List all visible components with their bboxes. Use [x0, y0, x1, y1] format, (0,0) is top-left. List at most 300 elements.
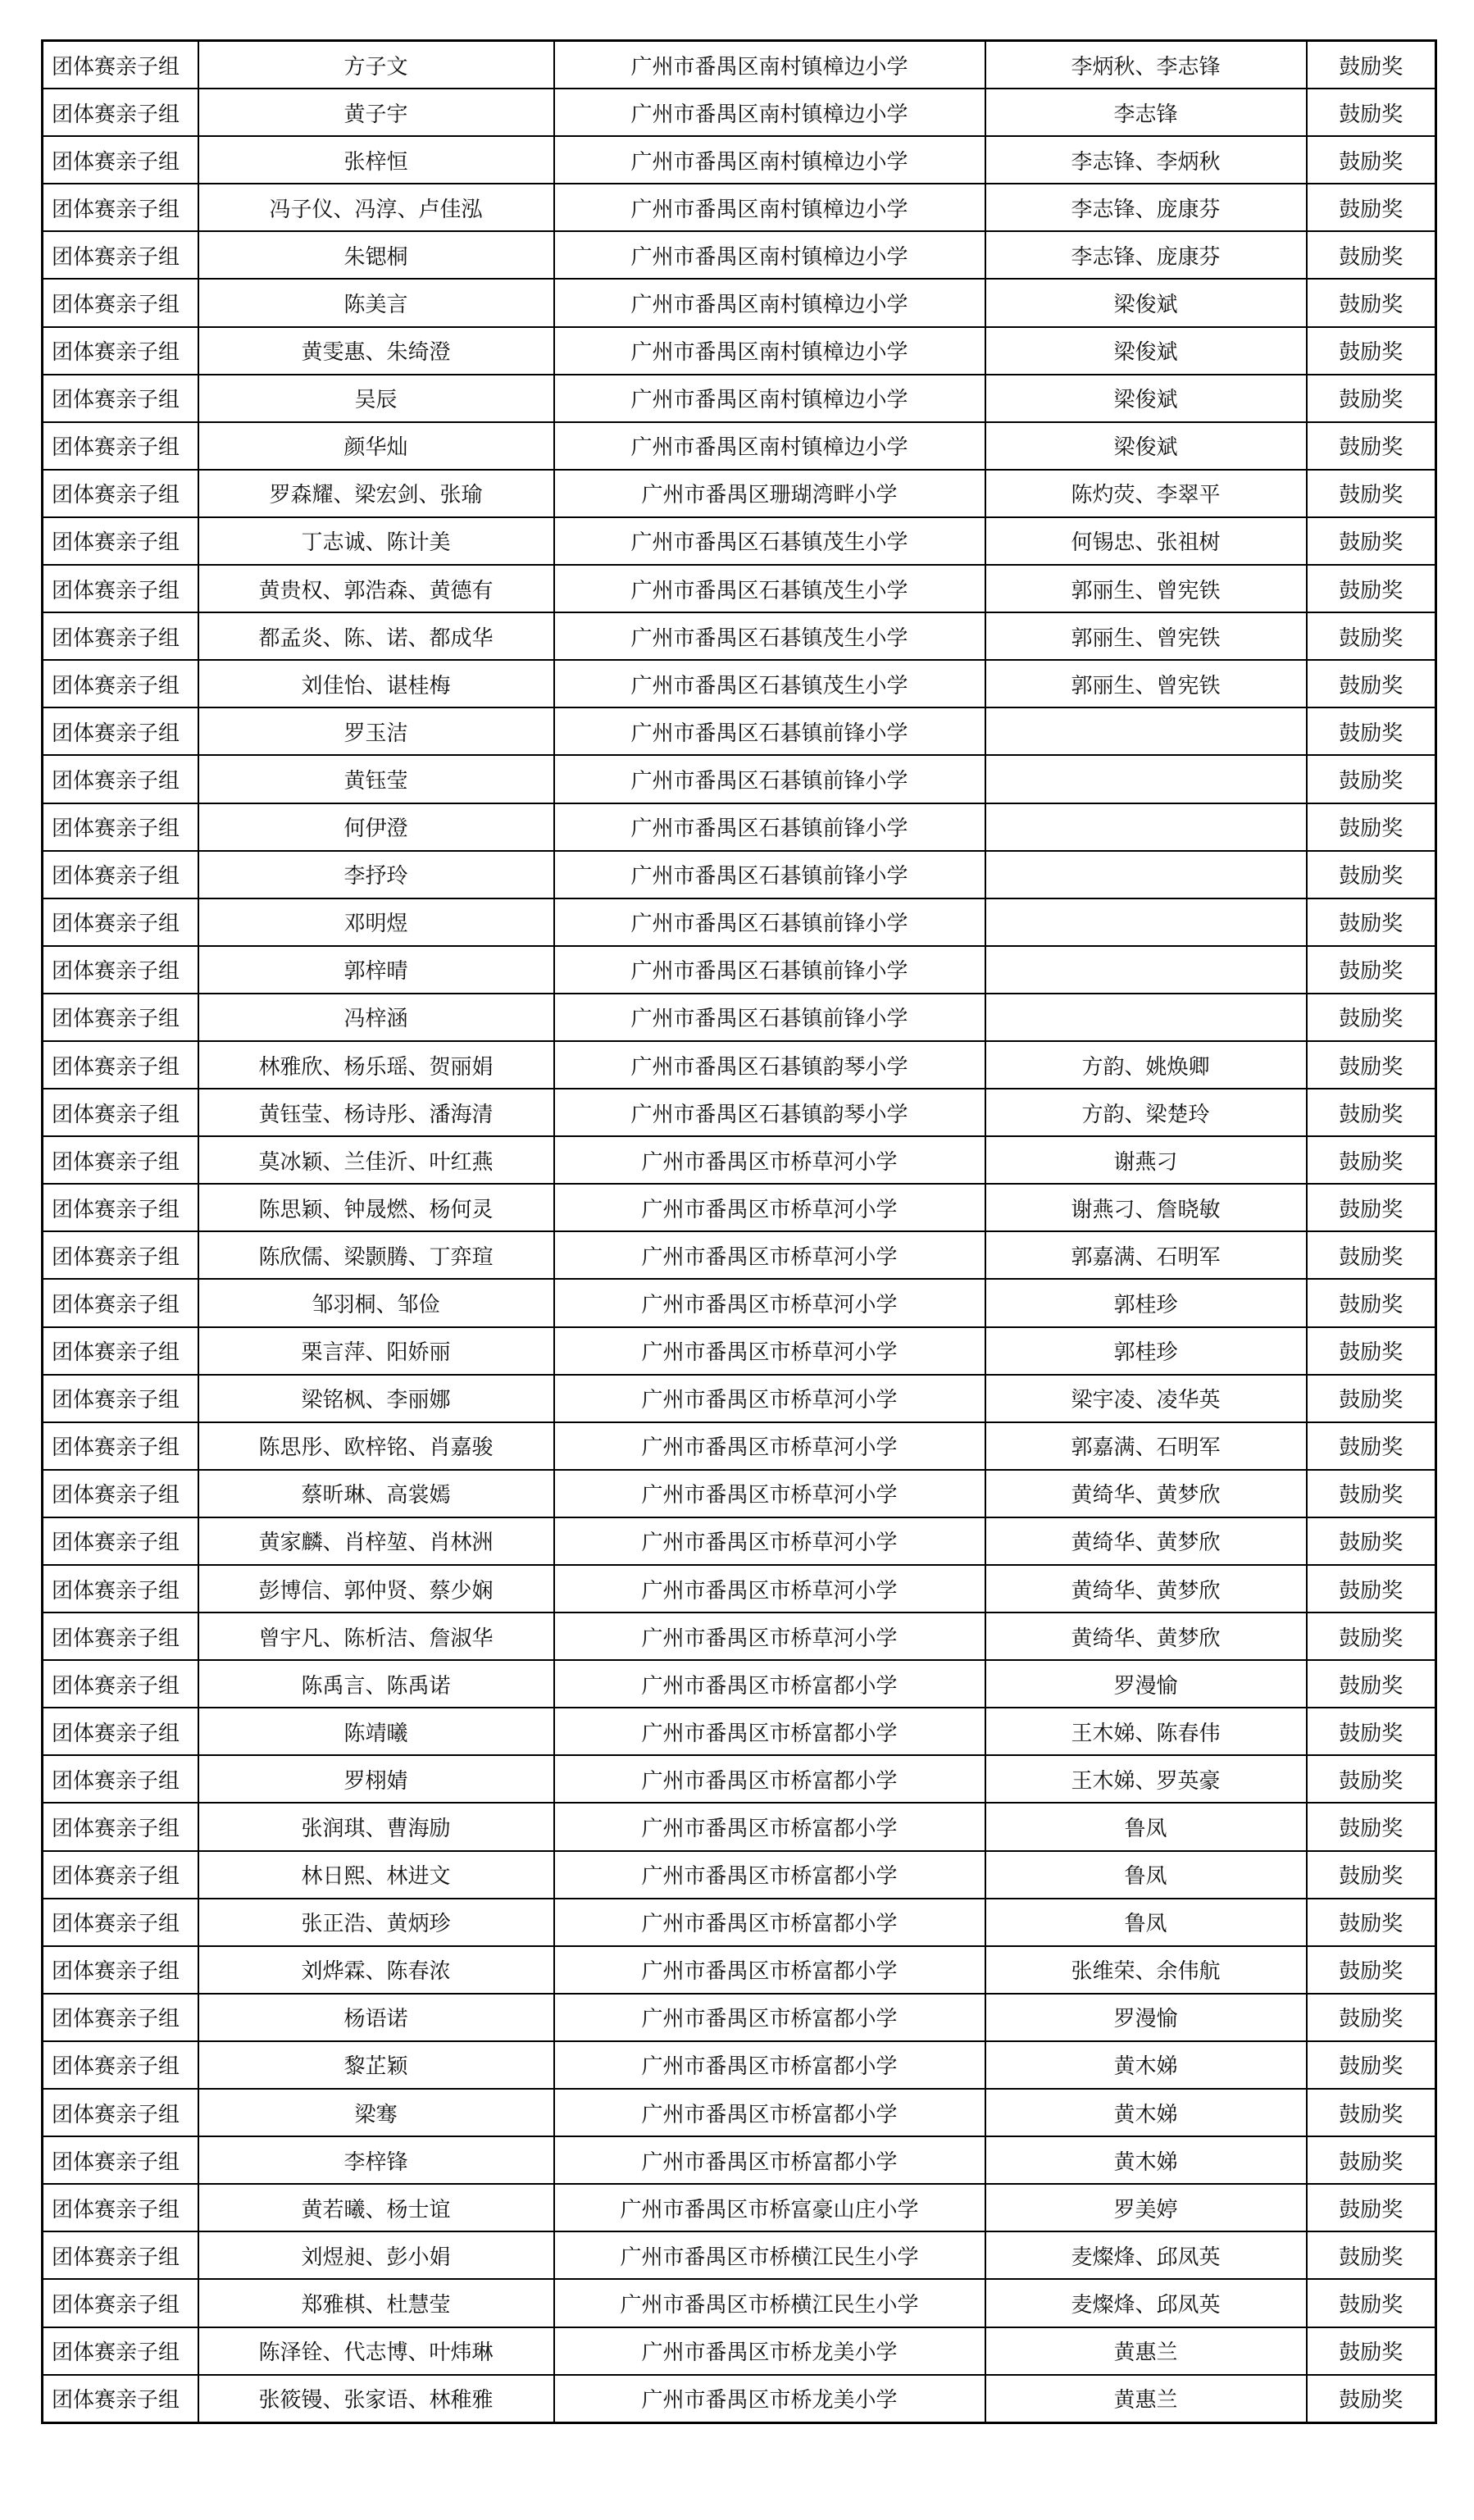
awards-table-body — [43, 41, 1436, 2423]
table-row — [43, 1136, 1436, 1184]
participants-cell: 陈靖曦 — [198, 1708, 554, 1755]
school-cell: 广州市番禺区市桥富都小学 — [554, 2136, 985, 2184]
participants-cell: 陈思彤、欧梓铭、肖嘉骏 — [198, 1422, 554, 1470]
teacher-cell: 方韵、梁楚玲 — [985, 1089, 1307, 1136]
table-row — [43, 994, 1436, 1041]
school-cell: 广州市番禺区市桥富都小学 — [554, 1946, 985, 1994]
school-cell: 广州市番禺区石碁镇茂生小学 — [554, 612, 985, 660]
group-cell: 团体赛亲子组 — [43, 707, 198, 755]
table-row — [43, 2136, 1436, 2184]
teacher-cell: 黄绮华、黄梦欣 — [985, 1517, 1307, 1565]
group-cell: 团体赛亲子组 — [43, 1708, 198, 1755]
table-row — [43, 1755, 1436, 1803]
teacher-cell: 罗漫愉 — [985, 1994, 1307, 2041]
table-row — [43, 612, 1436, 660]
participants-cell: 李梓锋 — [198, 2136, 554, 2184]
participants-cell: 蔡昕琳、高裳嫣 — [198, 1470, 554, 1517]
table-row — [43, 2184, 1436, 2231]
award-cell: 鼓励奖 — [1307, 1470, 1436, 1517]
group-cell: 团体赛亲子组 — [43, 1470, 198, 1517]
award-cell: 鼓励奖 — [1307, 2231, 1436, 2279]
participants-cell: 林雅欣、杨乐瑶、贺丽娟 — [198, 1041, 554, 1089]
participants-cell: 陈禹言、陈禹诺 — [198, 1660, 554, 1708]
group-cell: 团体赛亲子组 — [43, 1899, 198, 1946]
award-cell: 鼓励奖 — [1307, 612, 1436, 660]
school-cell: 广州市番禺区石碁镇韵琴小学 — [554, 1041, 985, 1089]
group-cell: 团体赛亲子组 — [43, 565, 198, 612]
table-row — [43, 375, 1436, 422]
participants-cell: 郭梓晴 — [198, 946, 554, 994]
participants-cell: 黄家麟、肖梓堃、肖林洲 — [198, 1517, 554, 1565]
award-cell: 鼓励奖 — [1307, 470, 1436, 517]
participants-cell: 冯子仪、冯淳、卢佳泓 — [198, 184, 554, 231]
award-cell: 鼓励奖 — [1307, 1613, 1436, 1660]
group-cell: 团体赛亲子组 — [43, 1994, 198, 2041]
group-cell: 团体赛亲子组 — [43, 1517, 198, 1565]
participants-cell: 黎芷颖 — [198, 2041, 554, 2089]
table-row — [43, 1375, 1436, 1422]
award-cell: 鼓励奖 — [1307, 994, 1436, 1041]
participants-cell: 罗森耀、梁宏剑、张瑜 — [198, 470, 554, 517]
award-cell: 鼓励奖 — [1307, 1899, 1436, 1946]
participants-cell: 曾宇凡、陈析洁、詹淑华 — [198, 1613, 554, 1660]
table-row — [43, 2231, 1436, 2279]
award-cell: 鼓励奖 — [1307, 1136, 1436, 1184]
teacher-cell — [985, 994, 1307, 1041]
participants-cell: 吴辰 — [198, 375, 554, 422]
participants-cell: 林日熙、林进文 — [198, 1851, 554, 1899]
award-cell: 鼓励奖 — [1307, 898, 1436, 946]
school-cell: 广州市番禺区市桥富都小学 — [554, 2041, 985, 2089]
table-row — [43, 1089, 1436, 1136]
school-cell: 广州市番禺区市桥富都小学 — [554, 1708, 985, 1755]
group-cell: 团体赛亲子组 — [43, 1184, 198, 1231]
award-cell: 鼓励奖 — [1307, 1994, 1436, 2041]
group-cell: 团体赛亲子组 — [43, 327, 198, 375]
teacher-cell: 黄木娣 — [985, 2089, 1307, 2136]
award-cell: 鼓励奖 — [1307, 41, 1436, 89]
award-cell: 鼓励奖 — [1307, 89, 1436, 136]
teacher-cell: 郭丽生、曾宪铁 — [985, 565, 1307, 612]
group-cell: 团体赛亲子组 — [43, 2231, 198, 2279]
award-cell: 鼓励奖 — [1307, 1517, 1436, 1565]
participants-cell: 李抒玲 — [198, 851, 554, 898]
table-row — [43, 231, 1436, 279]
group-cell: 团体赛亲子组 — [43, 1755, 198, 1803]
table-row — [43, 279, 1436, 326]
participants-cell: 方子文 — [198, 41, 554, 89]
award-cell: 鼓励奖 — [1307, 279, 1436, 326]
teacher-cell: 黄木娣 — [985, 2136, 1307, 2184]
table-row — [43, 1184, 1436, 1231]
school-cell: 广州市番禺区市桥草河小学 — [554, 1279, 985, 1326]
teacher-cell: 李志锋 — [985, 89, 1307, 136]
participants-cell: 梁骞 — [198, 2089, 554, 2136]
school-cell: 广州市番禺区南村镇樟边小学 — [554, 327, 985, 375]
school-cell: 广州市番禺区南村镇樟边小学 — [554, 184, 985, 231]
teacher-cell: 李志锋、庞康芬 — [985, 184, 1307, 231]
teacher-cell: 郭嘉满、石明军 — [985, 1422, 1307, 1470]
school-cell: 广州市番禺区市桥富都小学 — [554, 1660, 985, 1708]
table-row — [43, 2089, 1436, 2136]
group-cell: 团体赛亲子组 — [43, 1422, 198, 1470]
table-row — [43, 1708, 1436, 1755]
school-cell: 广州市番禺区市桥富都小学 — [554, 2089, 985, 2136]
participants-cell: 罗栩婧 — [198, 1755, 554, 1803]
award-cell: 鼓励奖 — [1307, 2136, 1436, 2184]
teacher-cell: 何锡忠、张祖树 — [985, 517, 1307, 565]
participants-cell: 黄钰莹 — [198, 755, 554, 803]
school-cell: 广州市番禺区石碁镇茂生小学 — [554, 517, 985, 565]
table-row — [43, 517, 1436, 565]
participants-cell: 冯梓涵 — [198, 994, 554, 1041]
school-cell: 广州市番禺区南村镇樟边小学 — [554, 41, 985, 89]
teacher-cell: 黄惠兰 — [985, 2375, 1307, 2423]
group-cell: 团体赛亲子组 — [43, 1660, 198, 1708]
group-cell: 团体赛亲子组 — [43, 2041, 198, 2089]
award-cell: 鼓励奖 — [1307, 327, 1436, 375]
participants-cell: 陈欣儒、梁颢腾、丁弈瑄 — [198, 1231, 554, 1279]
table-row — [43, 1041, 1436, 1089]
group-cell: 团体赛亲子组 — [43, 470, 198, 517]
participants-cell: 黄若曦、杨士谊 — [198, 2184, 554, 2231]
school-cell: 广州市番禺区市桥富都小学 — [554, 1803, 985, 1850]
participants-cell: 陈泽铨、代志博、叶炜琳 — [198, 2327, 554, 2375]
table-row — [43, 2041, 1436, 2089]
teacher-cell: 黄木娣 — [985, 2041, 1307, 2089]
table-row — [43, 1660, 1436, 1708]
group-cell: 团体赛亲子组 — [43, 136, 198, 184]
table-row — [43, 803, 1436, 851]
school-cell: 广州市番禺区市桥龙美小学 — [554, 2327, 985, 2375]
school-cell: 广州市番禺区南村镇樟边小学 — [554, 279, 985, 326]
teacher-cell: 黄惠兰 — [985, 2327, 1307, 2375]
school-cell: 广州市番禺区市桥富豪山庄小学 — [554, 2184, 985, 2231]
teacher-cell: 黄绮华、黄梦欣 — [985, 1565, 1307, 1613]
teacher-cell: 李志锋、庞康芬 — [985, 231, 1307, 279]
table-row — [43, 470, 1436, 517]
table-row — [43, 2327, 1436, 2375]
award-cell: 鼓励奖 — [1307, 707, 1436, 755]
table-row — [43, 422, 1436, 470]
award-cell: 鼓励奖 — [1307, 755, 1436, 803]
group-cell: 团体赛亲子组 — [43, 2375, 198, 2423]
group-cell: 团体赛亲子组 — [43, 994, 198, 1041]
group-cell: 团体赛亲子组 — [43, 1279, 198, 1326]
award-cell: 鼓励奖 — [1307, 1375, 1436, 1422]
award-cell: 鼓励奖 — [1307, 1184, 1436, 1231]
participants-cell: 罗玉洁 — [198, 707, 554, 755]
table-row — [43, 1327, 1436, 1375]
school-cell: 广州市番禺区市桥草河小学 — [554, 1470, 985, 1517]
participants-cell: 张正浩、黄炳珍 — [198, 1899, 554, 1946]
group-cell: 团体赛亲子组 — [43, 184, 198, 231]
award-cell: 鼓励奖 — [1307, 2184, 1436, 2231]
award-cell: 鼓励奖 — [1307, 2327, 1436, 2375]
teacher-cell: 陈灼荧、李翠平 — [985, 470, 1307, 517]
participants-cell: 张筱镘、张家语、林稚雅 — [198, 2375, 554, 2423]
award-cell: 鼓励奖 — [1307, 1851, 1436, 1899]
award-cell: 鼓励奖 — [1307, 1327, 1436, 1375]
teacher-cell: 鲁凤 — [985, 1851, 1307, 1899]
teacher-cell: 梁俊斌 — [985, 422, 1307, 470]
award-cell: 鼓励奖 — [1307, 1422, 1436, 1470]
teacher-cell — [985, 707, 1307, 755]
teacher-cell: 麦燦烽、邱凤英 — [985, 2279, 1307, 2327]
table-row — [43, 1565, 1436, 1613]
table-row — [43, 946, 1436, 994]
teacher-cell: 麦燦烽、邱凤英 — [985, 2231, 1307, 2279]
table-row — [43, 1994, 1436, 2041]
school-cell: 广州市番禺区市桥草河小学 — [554, 1375, 985, 1422]
participants-cell: 张润琪、曹海励 — [198, 1803, 554, 1850]
school-cell: 广州市番禺区石碁镇前锋小学 — [554, 803, 985, 851]
school-cell: 广州市番禺区石碁镇韵琴小学 — [554, 1089, 985, 1136]
participants-cell: 莫冰颖、兰佳沂、叶红燕 — [198, 1136, 554, 1184]
school-cell: 广州市番禺区市桥草河小学 — [554, 1184, 985, 1231]
award-cell: 鼓励奖 — [1307, 422, 1436, 470]
participants-cell: 黄雯惠、朱绮澄 — [198, 327, 554, 375]
table-row — [43, 41, 1436, 89]
school-cell: 广州市番禺区市桥草河小学 — [554, 1327, 985, 1375]
group-cell: 团体赛亲子组 — [43, 851, 198, 898]
participants-cell: 陈思颖、钟晟燃、杨何灵 — [198, 1184, 554, 1231]
table-row — [43, 898, 1436, 946]
teacher-cell: 罗漫愉 — [985, 1660, 1307, 1708]
table-row — [43, 2375, 1436, 2423]
table-row — [43, 1946, 1436, 1994]
table-row — [43, 89, 1436, 136]
school-cell: 广州市番禺区石碁镇前锋小学 — [554, 707, 985, 755]
teacher-cell — [985, 946, 1307, 994]
teacher-cell: 黄绮华、黄梦欣 — [985, 1613, 1307, 1660]
award-cell: 鼓励奖 — [1307, 1279, 1436, 1326]
teacher-cell: 罗美婷 — [985, 2184, 1307, 2231]
group-cell: 团体赛亲子组 — [43, 1565, 198, 1613]
school-cell: 广州市番禺区市桥富都小学 — [554, 1994, 985, 2041]
teacher-cell: 鲁凤 — [985, 1899, 1307, 1946]
teacher-cell — [985, 898, 1307, 946]
table-row — [43, 184, 1436, 231]
table-row — [43, 1279, 1436, 1326]
participants-cell: 陈美言 — [198, 279, 554, 326]
table-row — [43, 565, 1436, 612]
group-cell: 团体赛亲子组 — [43, 89, 198, 136]
teacher-cell: 谢燕刁、詹晓敏 — [985, 1184, 1307, 1231]
group-cell: 团体赛亲子组 — [43, 1803, 198, 1850]
school-cell: 广州市番禺区市桥草河小学 — [554, 1136, 985, 1184]
participants-cell: 刘烨霖、陈春浓 — [198, 1946, 554, 1994]
group-cell: 团体赛亲子组 — [43, 1089, 198, 1136]
teacher-cell: 郭丽生、曾宪铁 — [985, 612, 1307, 660]
award-cell: 鼓励奖 — [1307, 1089, 1436, 1136]
group-cell: 团体赛亲子组 — [43, 898, 198, 946]
teacher-cell: 王木娣、罗英豪 — [985, 1755, 1307, 1803]
school-cell: 广州市番禺区市桥草河小学 — [554, 1565, 985, 1613]
teacher-cell: 鲁凤 — [985, 1803, 1307, 1850]
awards-table — [41, 39, 1437, 2424]
award-cell: 鼓励奖 — [1307, 803, 1436, 851]
group-cell: 团体赛亲子组 — [43, 2089, 198, 2136]
table-row — [43, 660, 1436, 707]
group-cell: 团体赛亲子组 — [43, 1041, 198, 1089]
award-cell: 鼓励奖 — [1307, 2279, 1436, 2327]
group-cell: 团体赛亲子组 — [43, 755, 198, 803]
group-cell: 团体赛亲子组 — [43, 1136, 198, 1184]
teacher-cell: 梁俊斌 — [985, 279, 1307, 326]
award-cell: 鼓励奖 — [1307, 1946, 1436, 1994]
participants-cell: 都孟炎、陈、诺、都成华 — [198, 612, 554, 660]
award-cell: 鼓励奖 — [1307, 1755, 1436, 1803]
group-cell: 团体赛亲子组 — [43, 2327, 198, 2375]
table-row — [43, 1899, 1436, 1946]
teacher-cell: 张维荣、余伟航 — [985, 1946, 1307, 1994]
group-cell: 团体赛亲子组 — [43, 1851, 198, 1899]
participants-cell: 颜华灿 — [198, 422, 554, 470]
school-cell: 广州市番禺区石碁镇前锋小学 — [554, 898, 985, 946]
teacher-cell — [985, 755, 1307, 803]
school-cell: 广州市番禺区市桥横江民生小学 — [554, 2231, 985, 2279]
table-row — [43, 1422, 1436, 1470]
participants-cell: 梁铭枫、李丽娜 — [198, 1375, 554, 1422]
award-cell: 鼓励奖 — [1307, 517, 1436, 565]
award-cell: 鼓励奖 — [1307, 851, 1436, 898]
teacher-cell: 黄绮华、黄梦欣 — [985, 1470, 1307, 1517]
participants-cell: 邹羽桐、邹俭 — [198, 1279, 554, 1326]
school-cell: 广州市番禺区石碁镇茂生小学 — [554, 565, 985, 612]
group-cell: 团体赛亲子组 — [43, 1375, 198, 1422]
school-cell: 广州市番禺区市桥草河小学 — [554, 1231, 985, 1279]
teacher-cell: 李志锋、李炳秋 — [985, 136, 1307, 184]
school-cell: 广州市番禺区石碁镇前锋小学 — [554, 994, 985, 1041]
school-cell: 广州市番禺区石碁镇前锋小学 — [554, 946, 985, 994]
group-cell: 团体赛亲子组 — [43, 1613, 198, 1660]
school-cell: 广州市番禺区珊瑚湾畔小学 — [554, 470, 985, 517]
award-cell: 鼓励奖 — [1307, 1041, 1436, 1089]
school-cell: 广州市番禺区南村镇樟边小学 — [554, 375, 985, 422]
group-cell: 团体赛亲子组 — [43, 279, 198, 326]
teacher-cell: 谢燕刁 — [985, 1136, 1307, 1184]
group-cell: 团体赛亲子组 — [43, 2279, 198, 2327]
school-cell: 广州市番禺区南村镇樟边小学 — [554, 89, 985, 136]
school-cell: 广州市番禺区南村镇樟边小学 — [554, 231, 985, 279]
award-cell: 鼓励奖 — [1307, 2089, 1436, 2136]
school-cell: 广州市番禺区南村镇樟边小学 — [554, 136, 985, 184]
award-cell: 鼓励奖 — [1307, 2041, 1436, 2089]
table-row — [43, 851, 1436, 898]
table-row — [43, 1517, 1436, 1565]
school-cell: 广州市番禺区南村镇樟边小学 — [554, 422, 985, 470]
group-cell: 团体赛亲子组 — [43, 803, 198, 851]
participants-cell: 刘煜昶、彭小娟 — [198, 2231, 554, 2279]
table-row — [43, 1613, 1436, 1660]
teacher-cell — [985, 851, 1307, 898]
award-cell: 鼓励奖 — [1307, 1660, 1436, 1708]
award-cell: 鼓励奖 — [1307, 1803, 1436, 1850]
table-row — [43, 327, 1436, 375]
group-cell: 团体赛亲子组 — [43, 231, 198, 279]
participants-cell: 邓明煜 — [198, 898, 554, 946]
participants-cell: 丁志诚、陈计美 — [198, 517, 554, 565]
group-cell: 团体赛亲子组 — [43, 375, 198, 422]
teacher-cell: 梁宇凌、凌华英 — [985, 1375, 1307, 1422]
teacher-cell: 方韵、姚焕卿 — [985, 1041, 1307, 1089]
school-cell: 广州市番禺区市桥富都小学 — [554, 1899, 985, 1946]
award-cell: 鼓励奖 — [1307, 660, 1436, 707]
participants-cell: 黄钰莹、杨诗彤、潘海清 — [198, 1089, 554, 1136]
school-cell: 广州市番禺区市桥横江民生小学 — [554, 2279, 985, 2327]
school-cell: 广州市番禺区石碁镇前锋小学 — [554, 755, 985, 803]
participants-cell: 朱锶桐 — [198, 231, 554, 279]
group-cell: 团体赛亲子组 — [43, 2136, 198, 2184]
participants-cell: 何伊澄 — [198, 803, 554, 851]
participants-cell: 杨语诺 — [198, 1994, 554, 2041]
table-row — [43, 1803, 1436, 1850]
school-cell: 广州市番禺区石碁镇茂生小学 — [554, 660, 985, 707]
award-cell: 鼓励奖 — [1307, 2375, 1436, 2423]
award-cell: 鼓励奖 — [1307, 231, 1436, 279]
participants-cell: 郑雅棋、杜慧莹 — [198, 2279, 554, 2327]
table-row — [43, 755, 1436, 803]
group-cell: 团体赛亲子组 — [43, 41, 198, 89]
teacher-cell: 郭桂珍 — [985, 1327, 1307, 1375]
group-cell: 团体赛亲子组 — [43, 1327, 198, 1375]
table-row — [43, 2279, 1436, 2327]
school-cell: 广州市番禺区市桥富都小学 — [554, 1851, 985, 1899]
award-cell: 鼓励奖 — [1307, 136, 1436, 184]
group-cell: 团体赛亲子组 — [43, 422, 198, 470]
award-cell: 鼓励奖 — [1307, 565, 1436, 612]
school-cell: 广州市番禺区市桥草河小学 — [554, 1613, 985, 1660]
group-cell: 团体赛亲子组 — [43, 517, 198, 565]
table-row — [43, 1470, 1436, 1517]
school-cell: 广州市番禺区石碁镇前锋小学 — [554, 851, 985, 898]
award-cell: 鼓励奖 — [1307, 946, 1436, 994]
teacher-cell: 郭桂珍 — [985, 1279, 1307, 1326]
table-row — [43, 136, 1436, 184]
table-row — [43, 1851, 1436, 1899]
participants-cell: 刘佳怡、谌桂梅 — [198, 660, 554, 707]
group-cell: 团体赛亲子组 — [43, 660, 198, 707]
award-cell: 鼓励奖 — [1307, 184, 1436, 231]
participants-cell: 彭博信、郭仲贤、蔡少娴 — [198, 1565, 554, 1613]
teacher-cell: 李炳秋、李志锋 — [985, 41, 1307, 89]
group-cell: 团体赛亲子组 — [43, 946, 198, 994]
school-cell: 广州市番禺区市桥草河小学 — [554, 1422, 985, 1470]
participants-cell: 黄贵权、郭浩森、黄德有 — [198, 565, 554, 612]
school-cell: 广州市番禺区市桥草河小学 — [554, 1517, 985, 1565]
award-cell: 鼓励奖 — [1307, 1565, 1436, 1613]
teacher-cell: 王木娣、陈春伟 — [985, 1708, 1307, 1755]
teacher-cell: 郭嘉满、石明军 — [985, 1231, 1307, 1279]
award-cell: 鼓励奖 — [1307, 1231, 1436, 1279]
school-cell: 广州市番禺区市桥龙美小学 — [554, 2375, 985, 2423]
teacher-cell: 郭丽生、曾宪铁 — [985, 660, 1307, 707]
award-cell: 鼓励奖 — [1307, 1708, 1436, 1755]
table-row — [43, 707, 1436, 755]
participants-cell: 黄子宇 — [198, 89, 554, 136]
teacher-cell — [985, 803, 1307, 851]
participants-cell: 栗言萍、阳娇丽 — [198, 1327, 554, 1375]
award-cell: 鼓励奖 — [1307, 375, 1436, 422]
group-cell: 团体赛亲子组 — [43, 1946, 198, 1994]
group-cell: 团体赛亲子组 — [43, 1231, 198, 1279]
school-cell: 广州市番禺区市桥富都小学 — [554, 1755, 985, 1803]
group-cell: 团体赛亲子组 — [43, 2184, 198, 2231]
teacher-cell: 梁俊斌 — [985, 375, 1307, 422]
participants-cell: 张梓恒 — [198, 136, 554, 184]
group-cell: 团体赛亲子组 — [43, 612, 198, 660]
